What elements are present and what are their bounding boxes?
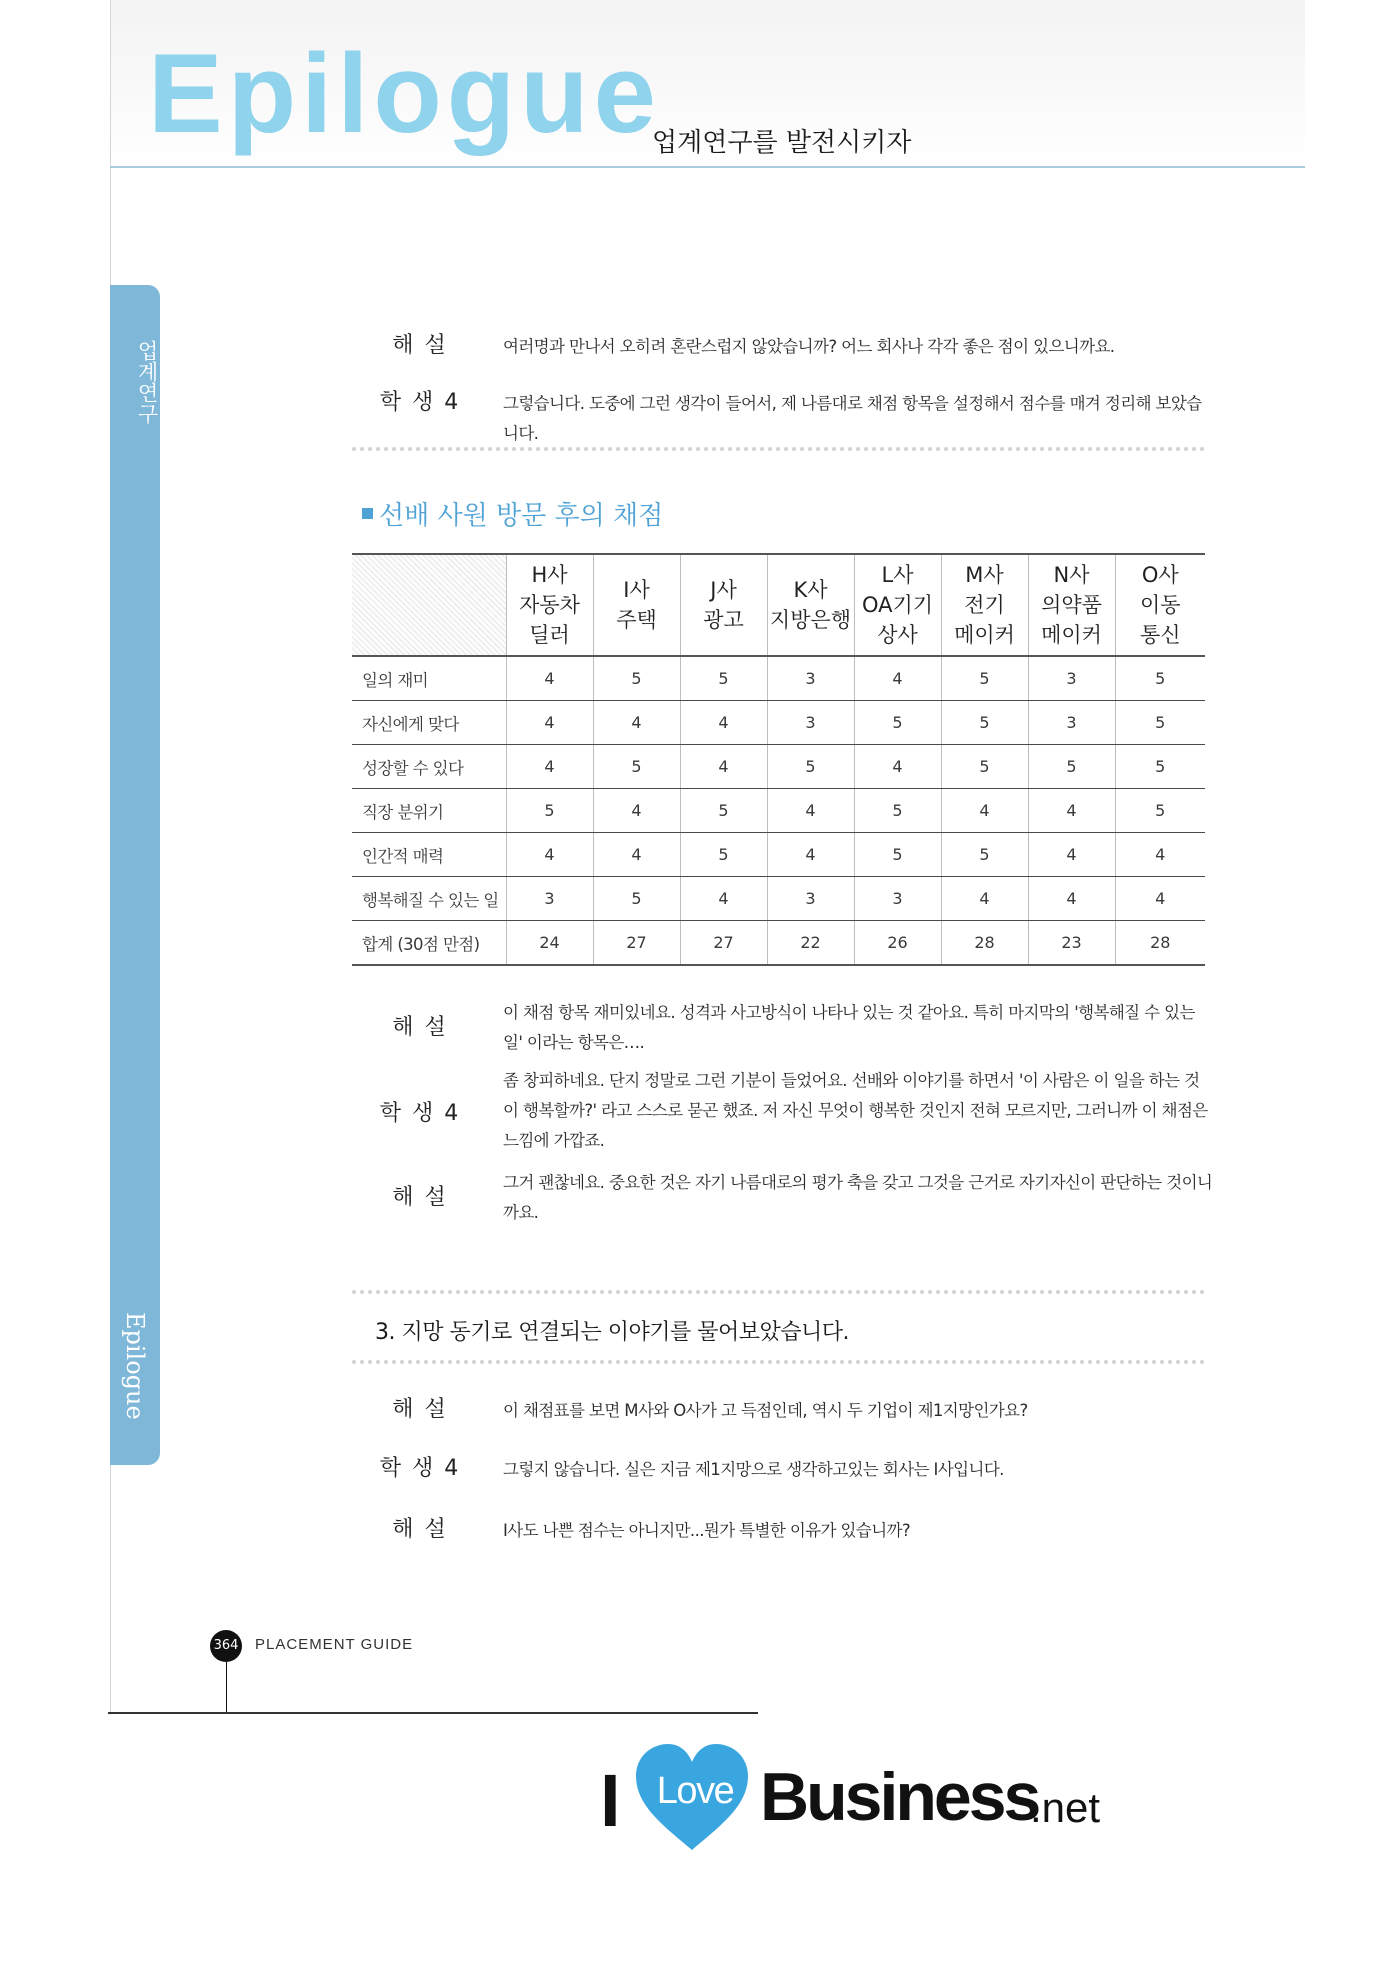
score-cell: 5 xyxy=(767,745,854,789)
row-label: 행복해질 수 있는 일 xyxy=(352,877,506,921)
score-cell: 5 xyxy=(593,745,680,789)
table-row xyxy=(352,833,1205,877)
row-label: 직장 분위기 xyxy=(352,789,506,833)
score-cell: 5 xyxy=(854,789,941,833)
table-header-row xyxy=(352,554,1205,656)
column-header: I사 주택 xyxy=(593,554,680,656)
score-cell: 5 xyxy=(680,789,767,833)
score-cell: 4 xyxy=(1115,833,1205,877)
score-cell: 4 xyxy=(1028,833,1115,877)
speaker-label: 해 설 xyxy=(392,1015,448,1040)
header-divider xyxy=(110,166,1305,168)
speaker-label: 해 설 xyxy=(392,333,448,358)
score-cell: 4 xyxy=(1028,789,1115,833)
score-cell: 5 xyxy=(680,656,767,701)
score-cell: 4 xyxy=(593,701,680,745)
row-label: 일의 재미 xyxy=(352,656,506,701)
footer-guide-label: PLACEMENT GUIDE xyxy=(255,1636,414,1653)
score-cell: 4 xyxy=(767,789,854,833)
side-tab xyxy=(110,285,160,1465)
square-bullet-icon xyxy=(362,508,373,519)
speaker-label: 해 설 xyxy=(392,1185,448,1210)
column-header: J사 광고 xyxy=(680,554,767,656)
column-header: N사 의약품 메이커 xyxy=(1028,554,1115,656)
logo-love-text: Love xyxy=(656,1770,734,1812)
score-cell: 28 xyxy=(1115,921,1205,966)
logo-business-text: Business xyxy=(760,1759,1039,1835)
page-number-stem xyxy=(226,1662,227,1712)
score-cell: 5 xyxy=(941,833,1028,877)
score-cell: 5 xyxy=(854,701,941,745)
row-label: 자신에게 맞다 xyxy=(352,701,506,745)
score-cell: 3 xyxy=(506,877,593,921)
table-row xyxy=(352,789,1205,833)
score-cell: 3 xyxy=(767,656,854,701)
score-cell: 4 xyxy=(854,656,941,701)
score-cell: 5 xyxy=(680,833,767,877)
speech-text: 이 채점표를 보면 M사와 O사가 고 득점인데, 역시 두 기업이 제1지망인가요? xyxy=(503,1401,1028,1420)
column-header: O사 이동 통신 xyxy=(1115,554,1205,656)
score-cell: 4 xyxy=(593,789,680,833)
score-cell: 27 xyxy=(593,921,680,966)
table-row xyxy=(352,701,1205,745)
score-cell: 3 xyxy=(767,701,854,745)
score-cell: 24 xyxy=(506,921,593,966)
page-number: 364 xyxy=(210,1630,242,1662)
speaker-label: 해 설 xyxy=(392,1397,448,1422)
speech-text: I사도 나쁜 점수는 아니지만...뭔가 특별한 이유가 있습니까? xyxy=(503,1521,911,1540)
score-cell: 4 xyxy=(941,877,1028,921)
dotted-divider xyxy=(352,447,1205,451)
speech-text: 이 채점 항목 재미있네요. 성격과 사고방식이 나타나 있는 것 같아요. 특히 마지막의 '행복해질 수 있는 일' 이라는 항목은…. xyxy=(503,1003,1195,1052)
dotted-divider xyxy=(352,1290,1205,1294)
speaker-label: 학 생 4 xyxy=(379,1456,461,1481)
section-title xyxy=(362,495,663,532)
speaker-label: 학 생 4 xyxy=(379,1101,461,1126)
subheading: 3. 지망 동기로 연결되는 이야기를 물어보았습니다. xyxy=(375,1320,849,1345)
page-subtitle: 업계연구를 발전시키자 xyxy=(652,128,912,158)
logo-i-text: I xyxy=(600,1759,621,1842)
table-row xyxy=(352,656,1205,701)
table-row xyxy=(352,877,1205,921)
side-tab-top-label: 업계연구 xyxy=(135,340,159,424)
footer-divider xyxy=(108,1712,758,1714)
score-cell: 23 xyxy=(1028,921,1115,966)
score-cell: 4 xyxy=(941,789,1028,833)
row-label: 성장할 수 있다 xyxy=(352,745,506,789)
row-label: 합계 (30점 만점) xyxy=(352,921,506,966)
speech-text: 좀 창피하네요. 단지 정말로 그런 기분이 들었어요. 선배와 이야기를 하면서 '이 사람은 이 일을 하는 것이 행복할까?' 라고 스스로 묻곤 했죠. 저 자신 무엇이 행복한 것인지 전혀 모르지만, 그러니까 이 채점은 느낌에 가깝죠. xyxy=(503,1071,1208,1150)
score-cell: 3 xyxy=(1028,701,1115,745)
score-cell: 4 xyxy=(506,833,593,877)
column-header: M사 전기 메이커 xyxy=(941,554,1028,656)
score-cell: 5 xyxy=(1115,745,1205,789)
speech-text: 그렇습니다. 도중에 그런 생각이 들어서, 제 나름대로 채점 항목을 설정해서 점수를 매겨 정리해 보았습니다. xyxy=(503,394,1202,443)
row-label: 인간적 매력 xyxy=(352,833,506,877)
speech-text: 그렇지 않습니다. 실은 지금 제1지망으로 생각하고있는 회사는 I사입니다. xyxy=(503,1460,1004,1479)
table-row xyxy=(352,921,1205,966)
score-cell: 4 xyxy=(593,833,680,877)
score-cell: 5 xyxy=(941,745,1028,789)
score-cell: 4 xyxy=(1028,877,1115,921)
score-cell: 5 xyxy=(941,701,1028,745)
score-cell: 5 xyxy=(593,877,680,921)
column-header: H사 자동차 딜러 xyxy=(506,554,593,656)
side-tab-bottom-label: Epilogue xyxy=(121,1312,149,1420)
speaker-label: 학 생 4 xyxy=(379,390,461,415)
site-logo xyxy=(600,1738,1160,1868)
score-cell: 4 xyxy=(680,877,767,921)
score-cell: 5 xyxy=(506,789,593,833)
score-cell: 5 xyxy=(593,656,680,701)
column-header: K사 지방은행 xyxy=(767,554,854,656)
speech-text: 그거 괜찮네요. 중요한 것은 자기 나름대로의 평가 축을 갖고 그것을 근거로 자기자신이 판단하는 것이니까요. xyxy=(503,1173,1213,1222)
logo-net-text: .net xyxy=(1030,1784,1101,1831)
score-cell: 26 xyxy=(854,921,941,966)
table-row xyxy=(352,745,1205,789)
score-cell: 4 xyxy=(1115,877,1205,921)
score-table xyxy=(352,553,1205,966)
score-cell: 5 xyxy=(941,656,1028,701)
score-cell: 22 xyxy=(767,921,854,966)
score-cell: 5 xyxy=(854,833,941,877)
score-cell: 3 xyxy=(1028,656,1115,701)
page-title: Epilogue xyxy=(148,31,661,156)
score-cell: 28 xyxy=(941,921,1028,966)
score-cell: 3 xyxy=(767,877,854,921)
table-corner-cell xyxy=(352,554,506,656)
speech-text: 여러명과 만나서 오히려 혼란스럽지 않았습니까? 어느 회사나 각각 좋은 점이 있으니까요. xyxy=(503,337,1115,356)
score-cell: 5 xyxy=(1115,789,1205,833)
score-cell: 3 xyxy=(854,877,941,921)
section-title-text: 선배 사원 방문 후의 채점 xyxy=(379,501,664,531)
table-body xyxy=(352,656,1205,965)
speaker-label: 해 설 xyxy=(392,1517,448,1542)
score-cell: 4 xyxy=(854,745,941,789)
score-cell: 4 xyxy=(506,701,593,745)
score-cell: 5 xyxy=(1115,656,1205,701)
score-cell: 4 xyxy=(767,833,854,877)
score-cell: 4 xyxy=(506,656,593,701)
column-header: L사 OA기기 상사 xyxy=(854,554,941,656)
score-cell: 27 xyxy=(680,921,767,966)
score-cell: 5 xyxy=(1115,701,1205,745)
score-cell: 4 xyxy=(680,701,767,745)
dotted-divider xyxy=(352,1360,1205,1364)
score-cell: 4 xyxy=(506,745,593,789)
score-cell: 5 xyxy=(1028,745,1115,789)
score-cell: 4 xyxy=(680,745,767,789)
